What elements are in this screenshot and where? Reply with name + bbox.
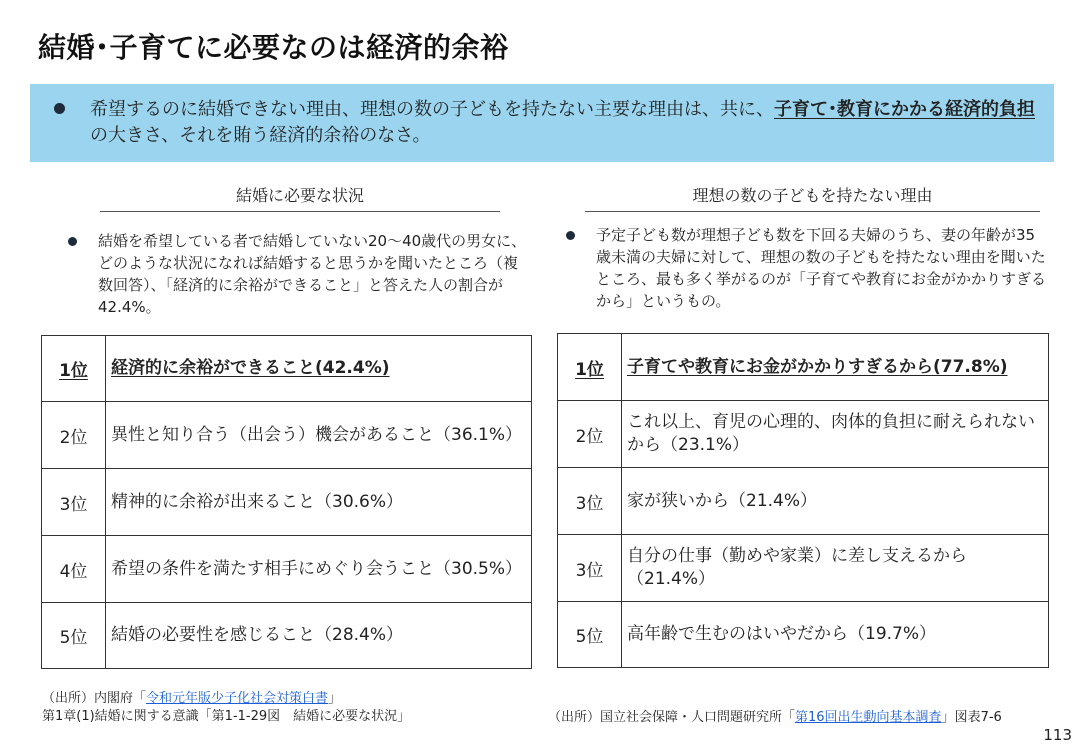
table-row [558, 535, 1049, 602]
reason-cell: 異性と知り合う（出会う）機会があること（36.1%） [106, 402, 532, 469]
bullet-icon [54, 103, 65, 114]
rank-cell: 4位 [42, 536, 106, 603]
table-row [558, 401, 1049, 468]
right-source: （出所）国立社会保障・人口問題研究所「第16回出生動向基本調査」図表7-6 [548, 710, 1002, 725]
table-row [42, 536, 532, 603]
right-heading: 理想の数の子どもを持たない理由 [692, 186, 933, 205]
page-number: 113 [1043, 726, 1072, 744]
reason-cell: これ以上、育児の心理的、肉体的負担に耐えられないから（23.1%） [622, 401, 1049, 468]
reason-cell: 高年齢で生むのはいやだから（19.7%） [622, 602, 1049, 668]
table-row [42, 603, 532, 669]
reason-cell: 経済的に余裕ができること(42.4%) [106, 336, 532, 402]
rank-cell: 5位 [42, 603, 106, 669]
reason-cell: 自分の仕事（勤めや家業）に差し支えるから（21.4%） [622, 535, 1049, 602]
summary-text-before: 希望するのに結婚できない理由、理想の数の子どもを持たない主要な理由は、共に、 [90, 99, 774, 120]
summary-text [90, 97, 1040, 149]
left-description [68, 230, 528, 322]
left-heading-divider [100, 211, 500, 212]
page-title: 結婚･子育てに必要なのは経済的余裕 [38, 31, 509, 64]
left-source-line1: （出所）内閣府「令和元年版少子化社会対策白書」 [42, 691, 342, 706]
right-heading-divider [585, 211, 1040, 212]
rank-cell: 1位 [42, 336, 106, 402]
summary-banner [30, 84, 1054, 162]
rank-cell: 2位 [42, 402, 106, 469]
rank-cell: 3位 [558, 468, 622, 535]
reason-cell: 結婚の必要性を感じること（28.4%） [106, 603, 532, 669]
reason-cell: 家が狭いから（21.4%） [622, 468, 1049, 535]
right-source-link[interactable]: 第16回出生動向基本調査 [795, 710, 942, 725]
left-source [42, 690, 410, 726]
bullet-icon [68, 237, 77, 246]
right-description [566, 224, 1050, 316]
reason-cell: 希望の条件を満たす相手にめぐり会うこと（30.5%） [106, 536, 532, 603]
left-source-line2: 第1章(1)結婚に関する意識「第1-1-29図 結婚に必要な状況」 [42, 709, 411, 724]
summary-text-after: の大きさ、それを賄う経済的余裕のなさ。 [90, 125, 431, 146]
rank-cell: 5位 [558, 602, 622, 668]
reason-cell: 子育てや教育にお金がかかりすぎるから(77.8%) [622, 334, 1049, 401]
table-row [42, 469, 532, 536]
table-row [558, 602, 1049, 668]
left-description-text: 結婚を希望している者で結婚していない20～40歳代の男女に、どのような状況になれば結婚すると思うかを聞いたところ（複数回答）、「経済的に余裕ができること」と答えた人の割合が42.4%。 [98, 232, 527, 316]
reason-cell: 精神的に余裕が出来ること（30.6%） [106, 469, 532, 536]
bullet-icon [566, 231, 575, 240]
right-ranking-table [557, 333, 1049, 668]
table-row [42, 402, 532, 469]
table-row [42, 336, 532, 402]
rank-cell: 2位 [558, 401, 622, 468]
left-ranking-table [41, 335, 532, 669]
table-row [558, 334, 1049, 401]
rank-cell: 3位 [42, 469, 106, 536]
summary-emphasis: 子育て･教育にかかる経済的負担 [774, 99, 1035, 120]
rank-cell: 3位 [558, 535, 622, 602]
left-heading: 結婚に必要な状況 [235, 186, 364, 205]
right-description-text: 予定子ども数が理想子ども数を下回る夫婦のうち、妻の年齢が35歳未満の夫婦に対して、理想の数の子どもを持たない理由を聞いたところ、最も多く挙がるのが「子育てや教育にお金がかかりすぎるから」というもの。 [596, 226, 1047, 310]
left-source-link[interactable]: 令和元年版少子化社会対策白書 [146, 691, 329, 706]
table-row [558, 468, 1049, 535]
rank-cell: 1位 [558, 334, 622, 401]
